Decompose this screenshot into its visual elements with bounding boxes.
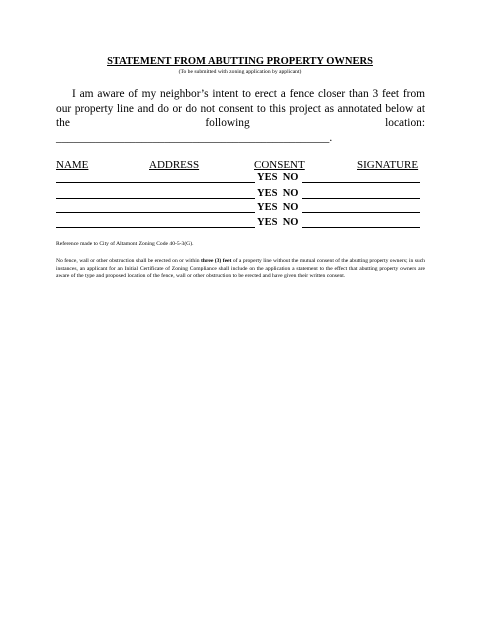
consent-options[interactable] [257, 188, 298, 199]
consent-yes[interactable]: YES [257, 188, 278, 199]
column-header-consent: CONSENT [254, 159, 305, 171]
consent-options[interactable] [257, 202, 298, 213]
signature-row [56, 217, 426, 229]
name-address-line[interactable] [56, 182, 255, 183]
signature-line[interactable] [302, 182, 420, 183]
name-address-line[interactable] [56, 227, 255, 228]
notice-distance: three (3) feet [201, 258, 232, 264]
signature-line[interactable] [302, 227, 420, 228]
name-address-line[interactable] [56, 212, 255, 213]
consent-options[interactable] [257, 172, 298, 183]
consent-yes[interactable]: YES [257, 217, 278, 228]
column-header-name: NAME [56, 159, 89, 171]
consent-yes[interactable]: YES [257, 202, 278, 213]
signature-line[interactable] [302, 198, 420, 199]
signature-line[interactable] [302, 212, 420, 213]
consent-no[interactable]: NO [282, 188, 299, 199]
consent-no[interactable]: NO [282, 202, 299, 213]
signature-row [56, 202, 426, 214]
column-header-address: ADDRESS [149, 159, 200, 171]
consent-no[interactable]: NO [282, 172, 299, 183]
signature-row [56, 172, 426, 184]
consent-no[interactable]: NO [282, 217, 299, 228]
signature-row [56, 188, 426, 200]
document-title: STATEMENT FROM ABUTTING PROPERTY OWNERS [107, 56, 373, 67]
name-address-line[interactable] [56, 198, 255, 199]
zoning-notice: No fence, wall or other obstruction shall be erected on or within three (3) feet of a property line without the mutual consent of the abutting property owners; in such instances, an applicant for an Initial Certificate of Zoning Compliance shall include on the application a statement to the effect that abutting property owners are aware of the type and proposed location of the fence, wall or other obstruction to be erected and have given their written consent. [56, 258, 425, 279]
consent-statement: I am aware of my neighbor’s intent to erect a fence closer than 3 feet from our property line and do or do not consent to this project as annotated below at the following location: ________________________________________________. [56, 88, 425, 144]
document-subtitle: (To be submitted with zoning application by applicant) [178, 69, 302, 75]
code-reference: Reference made to City of Altamont Zoning Code 40-5-3(G). [56, 241, 194, 247]
consent-options[interactable] [257, 217, 298, 228]
consent-yes[interactable]: YES [257, 172, 278, 183]
column-header-signature: SIGNATURE [357, 159, 419, 171]
